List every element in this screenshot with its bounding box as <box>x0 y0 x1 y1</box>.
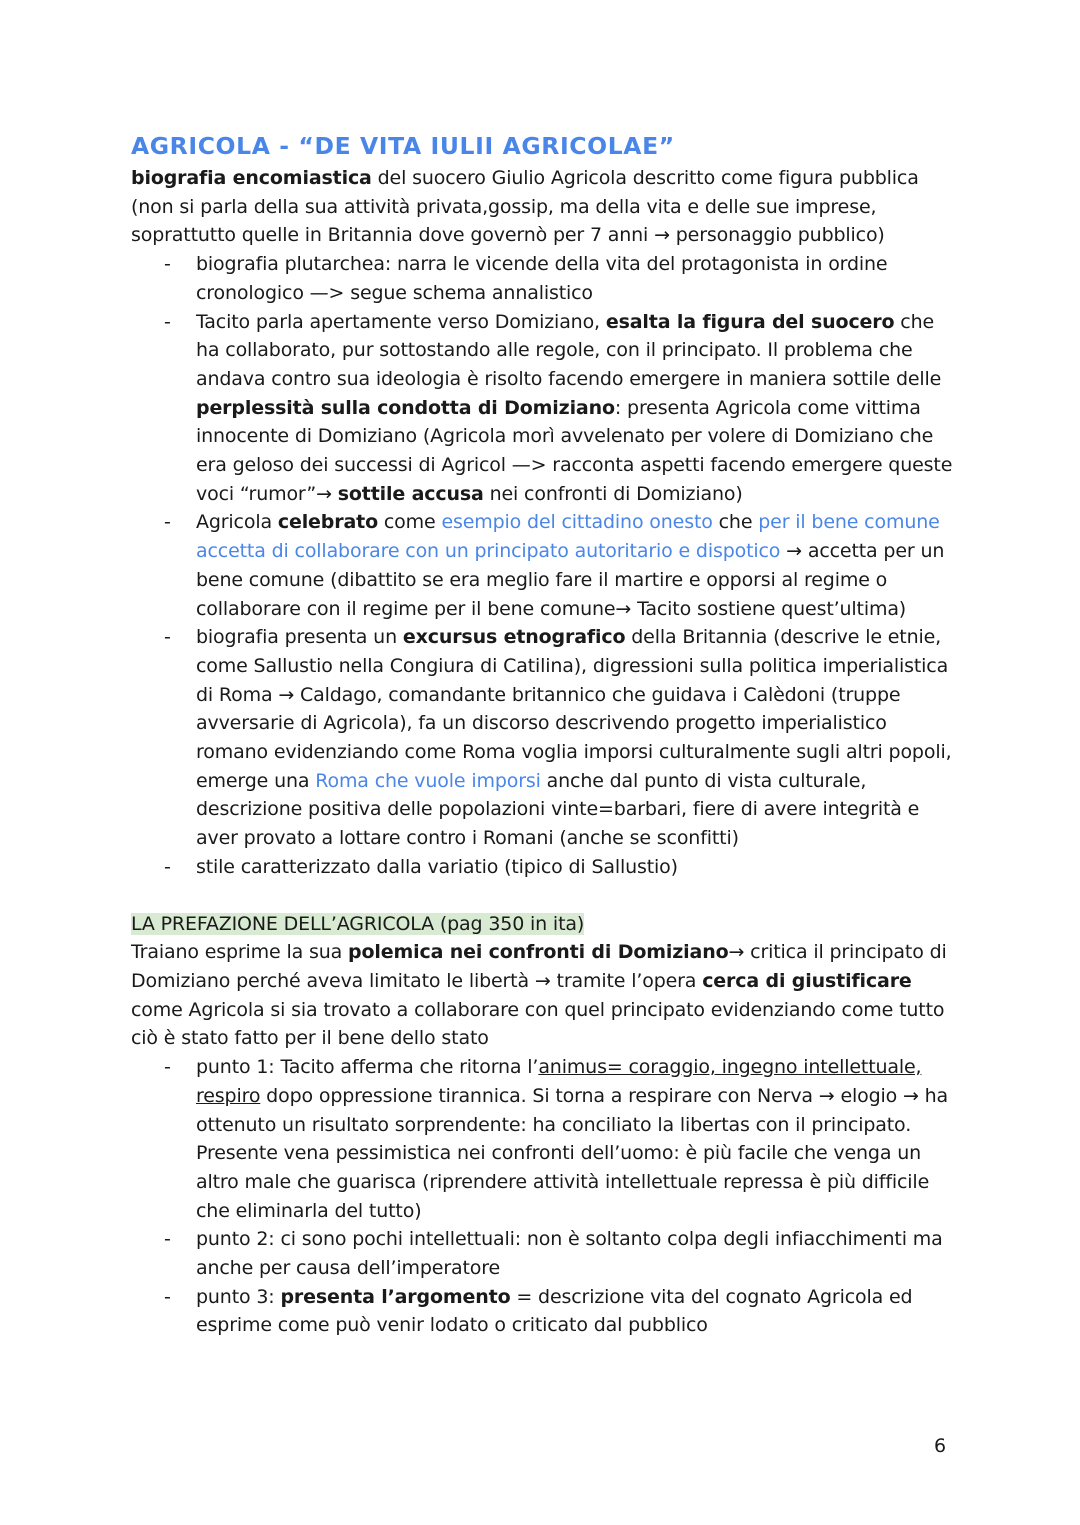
section-heading-text: LA PREFAZIONE DELL’AGRICOLA (pag 350 in ita) <box>131 912 585 935</box>
list-item: - punto 2: ci sono pochi intellettuali: non è soltanto colpa degli infiacchimenti ma anche per causa dell’imperatore <box>196 1225 961 1282</box>
page-title: AGRICOLA - “DE VITA IULII AGRICOLAE” <box>131 132 675 160</box>
list-item: - punto 1: Tacito afferma che ritorna l’animus= coraggio, ingegno intellettuale, respiro dopo oppressione tirannica. Si torna a respirare con Nerva → elogio → ha ottenuto un risultato sorprendente: ha conciliato la libertas con il principato. Presente vena pessimistica nei confronti dell’uomo: è più facile che venga un altro male che guarisca (riprendere attività intellettuale repressa è più difficile che eliminarla del tutto) <box>196 1053 961 1225</box>
list-item: - biografia presenta un excursus etnografico della Britannia (descrive le etnie, come Sallustio nella Congiura di Catilina), digressioni sulla politica imperialistica di Roma → Caldago, comandante britannico che guidava i Calèdoni (truppe avversarie di Agricola), fa un discorso descrivendo progetto imperialistico romano evidenziando come Roma voglia imporsi culturalmente sugli altri popoli, emerge una Roma che vuole imporsi anche dal punto di vista culturale, descrizione positiva delle popolazioni vinte=barbari, fiere di avere integrità e aver provato a lottare contro i Romani (anche se sconfitti) <box>196 623 961 853</box>
prefazione-points-list <box>131 1053 961 1340</box>
highlighted-phrase: esempio del cittadino onesto <box>441 511 713 534</box>
highlighted-phrase: Roma che vuole imporsi <box>315 769 541 792</box>
page-number: 6 <box>934 1435 947 1457</box>
list-item: - stile caratterizzato dalla variatio (tipico di Sallustio) <box>196 853 961 882</box>
underlined-phrase: animus= coraggio, ingegno intellettuale, respiro <box>196 1056 922 1107</box>
intro-text: del suocero Giulio Agricola descritto come figura pubblica (non si parla della sua attività privata,gossip, ma della vita e delle sue imprese, soprattutto quelle in Britannia dove governò per 7 anni → personaggio pubblico) <box>131 167 919 247</box>
highlighted-phrase: per il bene comune accetta di collaborare con un principato autoritario e dispotico <box>196 511 940 563</box>
intro-paragraph <box>131 164 961 250</box>
document-page <box>131 128 961 1340</box>
list-item: - biografia plutarchea: narra le vicende della vita del protagonista in ordine cronologico —> segue schema annalistico <box>196 250 961 307</box>
list-item: - Agricola celebrato come esempio del cittadino onesto che per il bene comune accetta di collaborare con un principato autoritario e dispotico → accetta per un bene comune (dibattito se era meglio fare il martire e opporsi al regime o collaborare con il regime per il bene comune→ Tacito sostiene quest’ultima) <box>196 508 961 623</box>
list-item: - punto 3: presenta l’argomento = descrizione vita del cognato Agricola ed esprime come può venir lodato o criticato dal pubblico <box>196 1283 961 1340</box>
intro-bold: biografia encomiastica <box>131 167 372 189</box>
section-heading <box>131 910 961 939</box>
prefazione-paragraph: Traiano esprime la sua polemica nei confronti di Domiziano→ critica il principato di Domiziano perché aveva limitato le libertà → tramite l’opera cerca di giustificare come Agricola si sia trovato a collaborare con quel principato evidenziando come tutto ciò è stato fatto per il bene dello stato <box>131 941 947 1050</box>
list-item: - Tacito parla apertamente verso Domiziano, esalta la figura del suocero che ha collaborato, pur sottostando alle regole, con il principato. Il problema che andava contro sua ideologia è risolto facendo emergere in maniera sottile delle perplessità sulla condotta di Domiziano: presenta Agricola come vittima innocente di Domiziano (Agricola morì avvelenato per volere di Domiziano che era geloso dei successi di Agricol —> racconta aspetti facendo emergere queste voci “rumor”→ sottile accusa nei confronti di Domiziano) <box>196 308 961 509</box>
agricola-points-list <box>131 250 961 881</box>
